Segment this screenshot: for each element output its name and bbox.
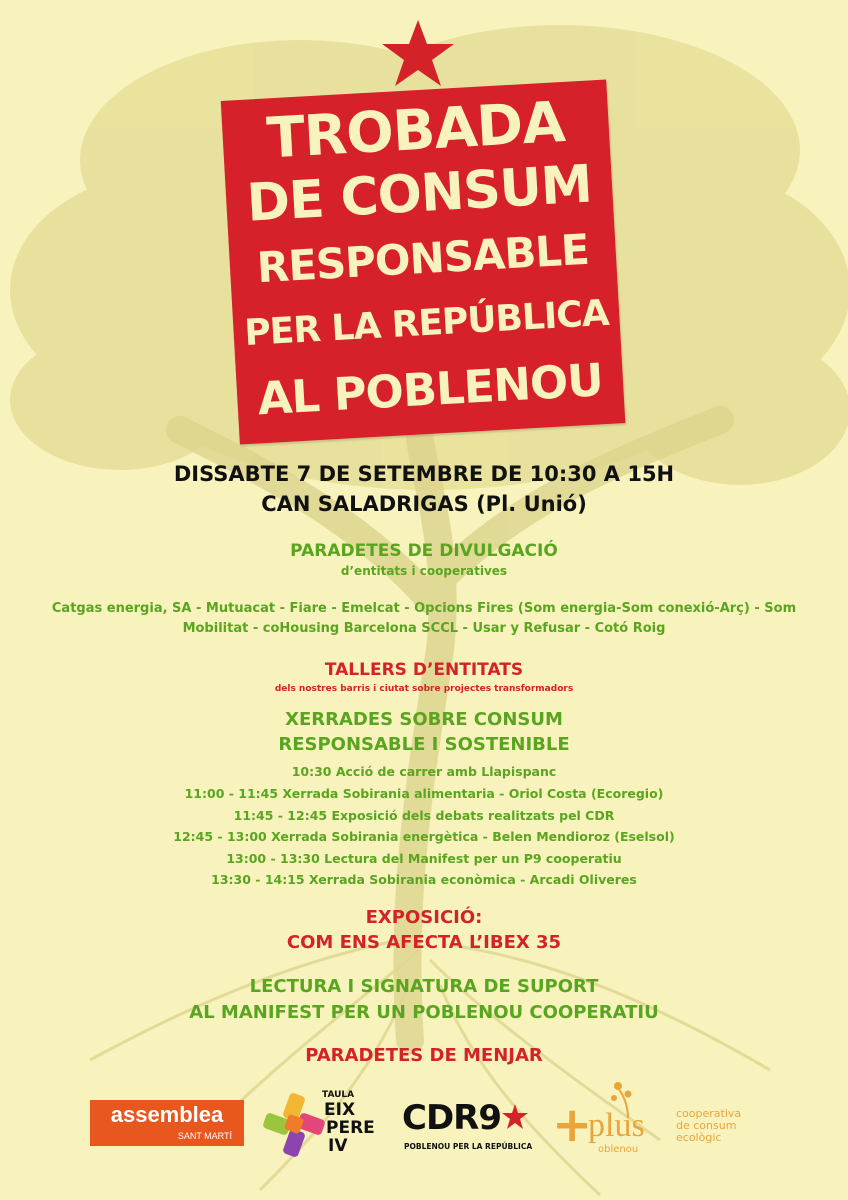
tallers-subheading: dels nostres barris i ciutat sobre projectes transformadors [274,684,574,694]
plus-desc-2: de consum [676,1119,737,1132]
headline-line-5: AL POBLENOU [256,353,605,426]
schedule-item: 12:45 - 13:00 Xerrada Sobirania energètica - Belen Mendioroz (Eselsol) [173,829,675,844]
paradetes-subheading: d’entitats i cooperatives [340,564,508,578]
exposicio-subheading: COM ENS AFECTA L’IBEX 35 [286,932,562,953]
headline-box [221,79,626,444]
headline-line-3: RESPONSABLE [255,224,590,293]
cdr9-logo-sub: POBLENOU PER LA REPÚBLICA [404,1142,533,1151]
headline-line-4: PER LA REPÚBLICA [243,292,610,355]
assemblea-logo-sub: SANT MARTÍ [177,1131,232,1141]
taula-eix-pere-iv-logo [262,1090,375,1160]
schedule-item: 10:30 Acció de carrer amb Llapispanc [291,764,557,779]
tallers-heading: TALLERS D’ENTITATS [324,660,524,680]
paradetes-list-line-1: Catgas energia, SA - Mutuacat - Fiare - Emelcat - Opcions Fires (Som energia-Som conexió-Arç) - Som [51,601,797,616]
plus-desc-1: cooperativa [676,1107,742,1120]
plus-desc-3: ecològic [676,1131,722,1144]
exposicio-heading: EXPOSICIÓ: [365,907,483,928]
lectura-line-1: LECTURA I SIGNATURA DE SUPORT [249,976,599,997]
event-date: DISSABTE 7 DE SETEMBRE DE 10:30 A 15H [173,462,675,486]
cdr-star-icon [502,1104,528,1130]
xerrades-heading-line-2: RESPONSABLE I SOSTENIBLE [278,734,570,755]
paradetes-list-line-2: Mobilitat - coHousing Barcelona SCCL - Usar y Refusar - Cotó Roig [182,621,666,636]
lectura-line-2: AL MANIFEST PER UN POBLENOU COOPERATIU [189,1002,659,1023]
taula-line-3: IV [328,1136,348,1156]
xerrades-heading-line-1: XERRADES SOBRE CONSUM [285,709,563,730]
plus-cross-icon: + [552,1097,593,1153]
schedule-item: 11:00 - 11:45 Xerrada Sobirania alimentaria - Oriol Costa (Ecoregio) [184,786,664,801]
taula-small-label: TAULA [322,1090,355,1100]
headline-line-1: TROBADA [265,89,567,172]
colorful-plus-icon [262,1092,326,1158]
schedule-item: 13:30 - 14:15 Xerrada Sobirania econòmica - Arcadi Oliveres [211,872,637,887]
taula-line-2: PERE [326,1118,375,1138]
taula-line-1: EIX [324,1100,356,1120]
paradetes-heading: PARADETES DE DIVULGACIÓ [290,541,558,561]
schedule-item: 13:00 - 13:30 Lectura del Manifest per un P9 cooperatiu [226,851,622,866]
cdr9-logo [402,1098,533,1156]
assemblea-logo-name: assemblea [110,1102,224,1127]
headline-line-2: DE CONSUM [245,154,594,234]
plus-cooperativa-logo [552,1078,772,1158]
plus-logo-sub: oblenou [598,1144,639,1155]
event-place: CAN SALADRIGAS (Pl. Unió) [261,492,587,516]
schedule-item: 11:45 - 12:45 Exposició dels debats realitzats pel CDR [233,808,615,823]
assemblea-logo [90,1100,244,1146]
red-star-icon [378,20,458,86]
menjar-heading: PARADETES DE MENJAR [305,1045,543,1066]
plus-logo-main: plus [588,1107,645,1144]
cdr9-logo-main: CDR9 [402,1098,502,1138]
